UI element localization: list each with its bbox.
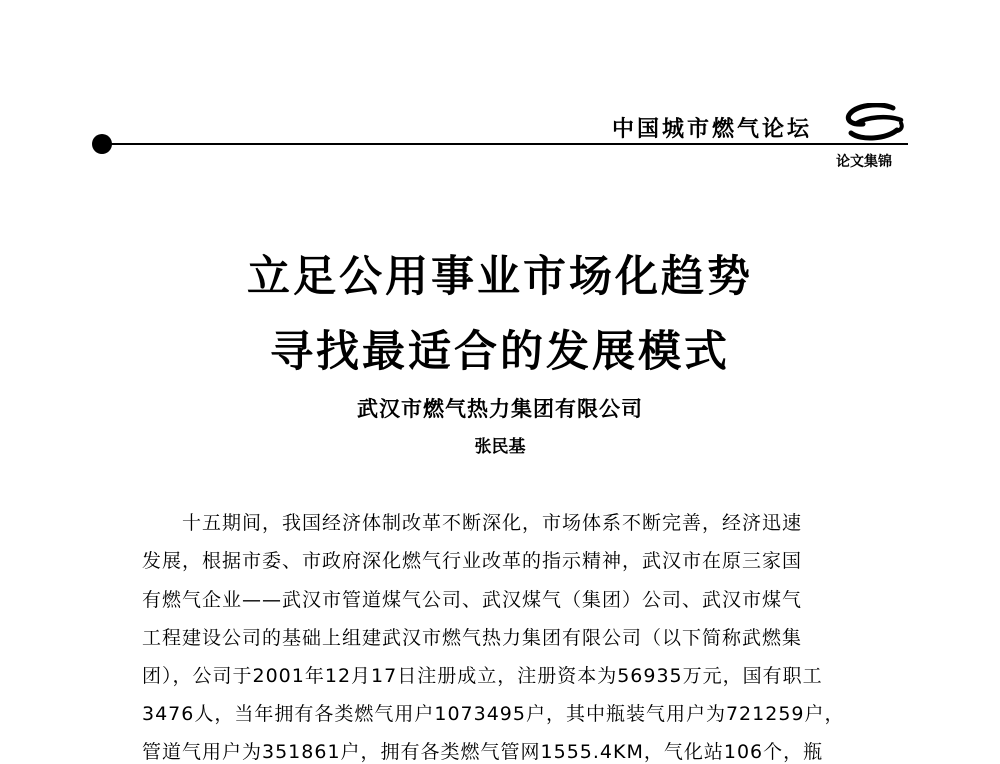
header-rule [102,143,908,145]
body-text-line: 发展，根据市委、市政府深化燃气行业改革的指示精神，武汉市在原三家国 [142,550,803,572]
journal-title: 中国城市燃气论坛 [612,116,813,142]
author-name: 张民基 [474,437,526,457]
author-organization: 武汉市燃气热力集团有限公司 [357,397,643,421]
article-title-line-1: 立足公用事业市场化趋势 [247,252,753,302]
body-text-line: 团），公司于2001年12月17日注册成立，注册资本为56935万元，国有职工 [142,665,823,687]
body-text-line: 管道气用户为351861户，拥有各类燃气管网1555.4KM，气化站106个，瓶 [142,741,824,763]
body-text-line: 有燃气企业——武汉市管道煤气公司、武汉煤气（集团）公司、武汉市煤气 [142,589,803,611]
section-label: 论文集锦 [836,154,892,170]
article-title-line-2: 寻找最适合的发展模式 [270,327,730,377]
body-text-line: 十五期间，我国经济体制改革不断深化，市场体系不断完善，经济迅速 [182,512,803,534]
gas-flame-logo-icon [843,103,905,141]
body-text-line: 工程建设公司的基础上组建武汉市燃气热力集团有限公司（以下简称武燃集 [142,627,803,649]
body-text-line: 3476人，当年拥有各类燃气用户1073495户，其中瓶装气用户为721259户， [142,703,845,725]
